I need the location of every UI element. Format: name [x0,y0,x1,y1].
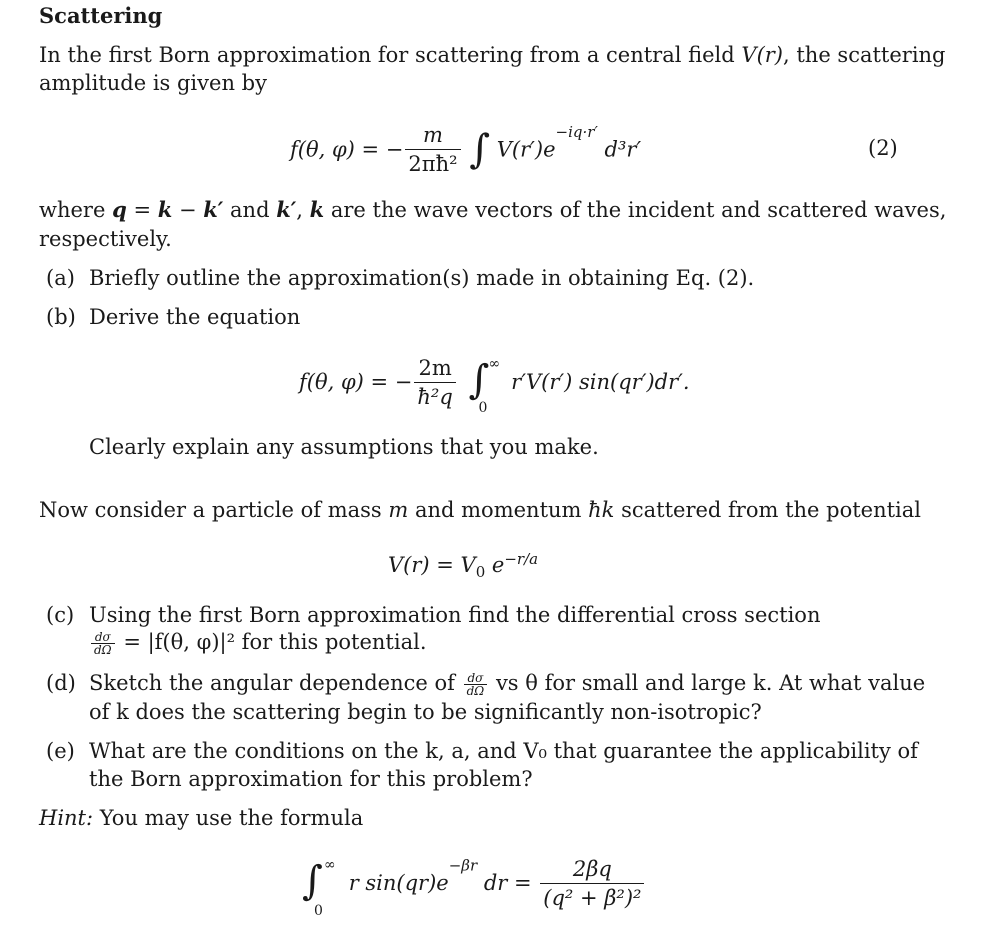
hint-text: You may use the formula [99,806,364,830]
part-b-text: Derive the equation [89,305,301,329]
part-d-text-b: vs θ for small and large k. At what value [495,671,926,695]
hint-equation [298,851,646,921]
hint-integral [298,851,342,919]
potential-exp: −r/a [504,550,539,568]
where-rest: are the wave vectors of the incident and scattered waves, [324,198,947,222]
intro-text: In the first Born approximation for scattering from a central field [39,43,735,67]
part-d-line-1 [89,669,925,697]
potential-lhs: V(r) = V [388,553,476,577]
eq2-den: 2πħ² [405,149,460,178]
where-eq: = [126,198,158,222]
where-q: q [112,197,127,222]
eq2-fraction [405,121,460,178]
hint-upper-limit: ∞ [324,857,336,873]
hint-num: 2βq [572,856,612,881]
part-c-frac-num: dσ [94,630,111,644]
intro-line-1 [39,41,946,69]
hint-fraction [540,855,644,912]
now-c: scattered from the potential [621,498,922,522]
eqb-den: ħ²q [414,382,455,411]
where-kprime: k′ [203,197,224,222]
hint-den: (q² + β²)² [540,883,644,912]
eq2-tail: d³r′ [604,137,642,162]
part-c-label: (c) [46,603,75,627]
part-e-line-1: What are the conditions on the k, a, and V₀ that guarantee the applicability of [89,739,918,763]
part-d-frac-num: dσ [467,671,484,685]
part-d-line-2: of k does the scattering begin to be significantly non-isotropic? [89,700,762,724]
equation-2 [290,118,641,180]
potential-base: e [485,553,505,577]
eqb-integral-sign: ∫ [468,357,490,403]
part-c-line-1: Using the first Born approximation find the differential cross section [89,603,821,627]
hint-exp: −βr [448,856,478,875]
now-m: m [388,498,409,522]
eq2-lhs: f(θ, φ) = − [290,137,404,162]
now-b: and momentum [414,498,582,522]
where-text: where [39,198,106,222]
clearly-text: Clearly explain any assumptions that you make. [89,435,599,459]
part-b-label: (b) [46,305,76,329]
eq2-exponent: −iq·r′ [555,123,598,141]
where-k-2: k [309,197,325,222]
eqb-integral [464,352,504,416]
eqb-upper-limit: ∞ [488,356,501,372]
where-line-1 [39,196,946,224]
hint-line [39,804,363,832]
eq2-integrand: V(r′)e [496,137,556,162]
where-line-2: respectively. [39,227,172,251]
where-minus: − [172,198,204,222]
where-and: and [223,198,277,222]
intro-end: , the scattering [783,43,946,67]
hint-lower-limit: 0 [314,903,323,919]
eqb-lower-limit: 0 [478,400,488,416]
part-d-text-a: Sketch the angular dependence of [89,671,455,695]
eqb-fraction [414,354,455,411]
potential-sub: 0 [475,563,486,582]
part-c-line-2-text: = |f(θ, φ)|² for this potential. [116,630,427,654]
section-title: Scattering [39,3,163,28]
part-d-frac-den: dΩ [464,684,488,697]
intro-line-2: amplitude is given by [39,71,267,95]
now-a: Now consider a particle of mass [39,498,382,522]
eqb-integrand: r′V(r′) sin(qr′)dr′. [511,370,690,394]
hint-dr: dr = [483,871,532,895]
part-e-label: (e) [46,739,75,763]
hint-integrand: r sin(qr)e [348,871,449,895]
equation-b [299,352,690,418]
eq2-integral-sign: ∫ [469,126,491,173]
part-c-fraction [91,631,115,656]
hint-label: Hint: [39,806,94,830]
now-hk: ħk [588,498,615,522]
eqb-lhs: f(θ, φ) = − [299,370,413,394]
hint-integral-sign: ∫ [302,858,323,904]
where-kprime-2: k′ [276,197,297,222]
part-c-frac-den: dΩ [91,643,115,656]
part-d-fraction [464,672,488,697]
intro-var: V(r) [741,43,783,67]
part-e-line-2: the Born approximation for this problem? [89,767,533,791]
part-a-label: (a) [46,266,75,290]
where-k: k [157,197,173,222]
part-a-text: Briefly outline the approximation(s) made in obtaining Eq. (2). [89,266,755,290]
eqb-num: 2m [418,355,452,380]
potential-equation [388,545,538,586]
equation-number: (2) [868,136,898,160]
part-c-line-2 [89,628,427,656]
eq2-num: m [423,123,443,147]
part-d-label: (d) [46,671,76,695]
where-comma: , [296,198,310,222]
now-consider-line [39,496,921,524]
